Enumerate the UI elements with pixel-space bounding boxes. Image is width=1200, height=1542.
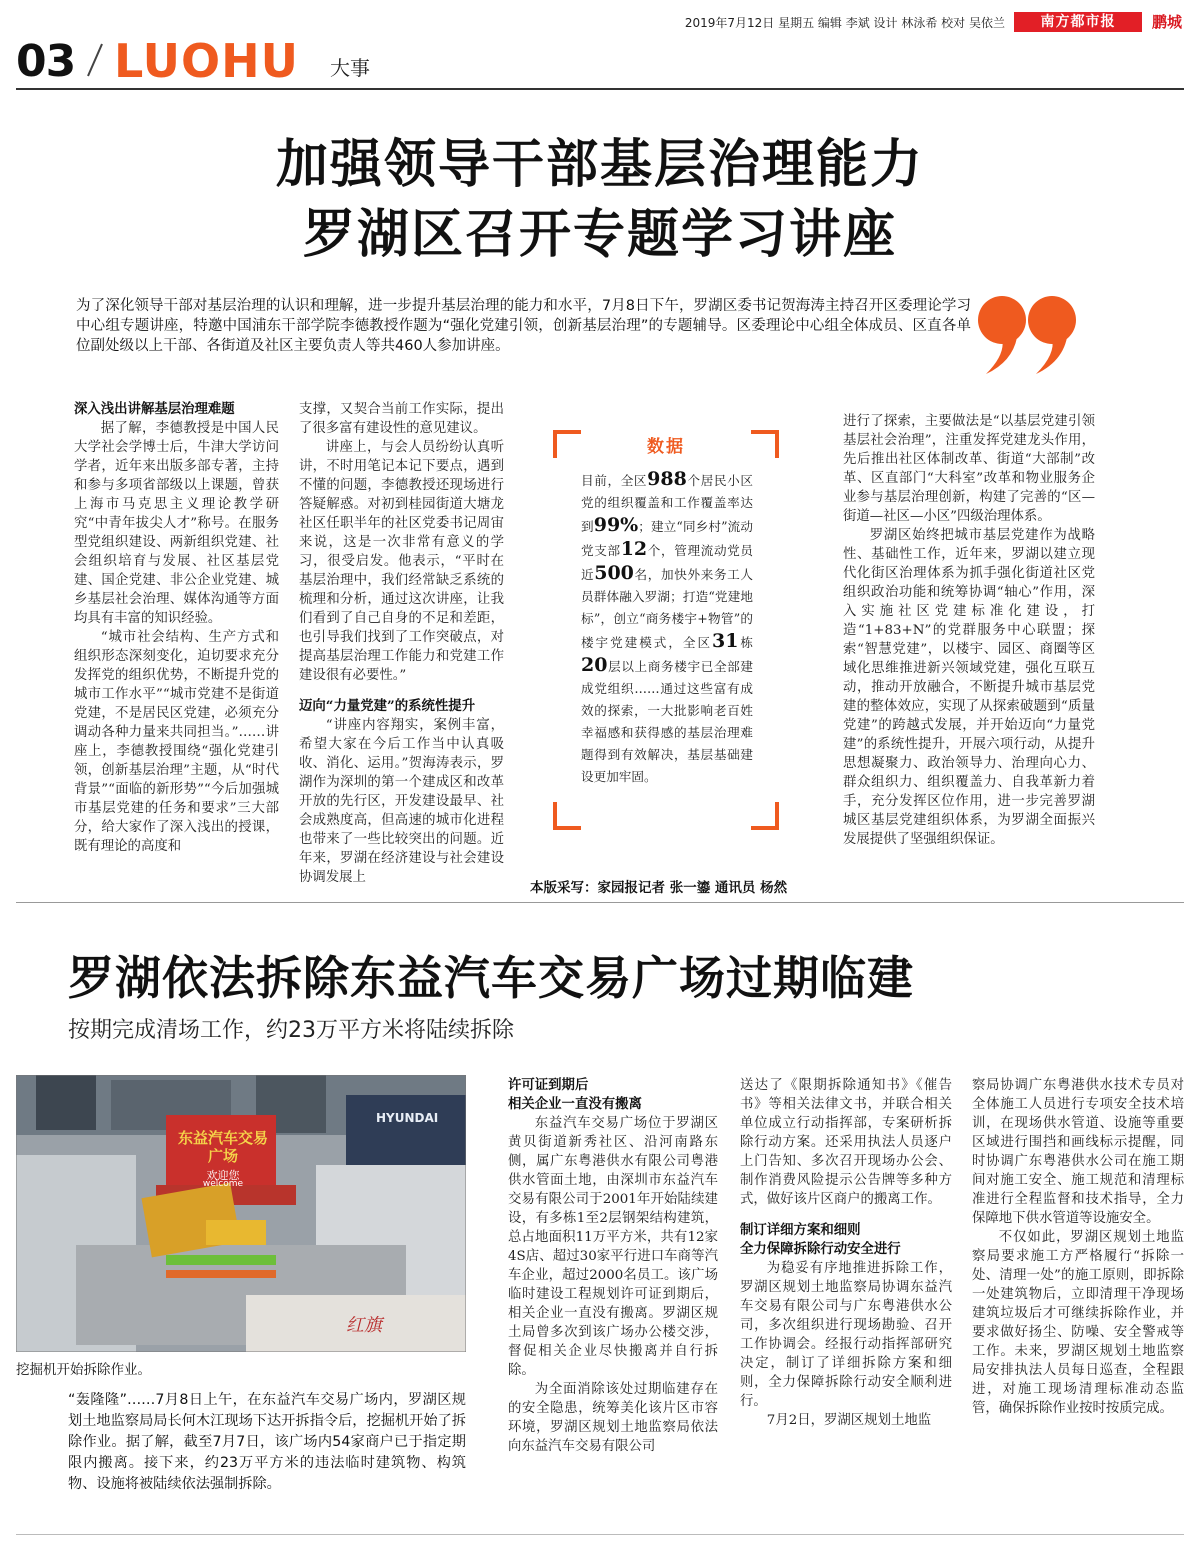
- headline-line2: 罗湖区召开专题学习讲座: [302, 205, 897, 265]
- paragraph: 据了解，李德教授是中国人民大学社会学博士后，牛津大学访问学者，近年来出版多部专著，主持和参与多项省部级以上课题，曾获上海市马克思主义理论教学研究“中青年拔尖人才”称号。在服务型党组织建设、两新组织党建、社会组织培育与发展、社区基层党建、国企党建、非公企业党建、城乡基层社会治理、媒体沟通等方面均具有丰富的知识经验。: [74, 421, 279, 626]
- stat-number: 20: [581, 654, 608, 676]
- photo-sign-text: 东益汽车交易广场: [178, 1129, 269, 1165]
- stat-number: 31: [712, 630, 739, 652]
- paragraph: 东益汽车交易广场位于罗湖区黄贝街道新秀社区、沿河南路东侧，属广东粤港供水有限公司粤港供水管面土地，由深圳市东益汽车交易有限公司于2001年开始陆续建设，有多栋1至2层钢架结构建筑，总占地面积11万平方米，共有12家4S店、超过30家平行进口车商等汽车企业，超过2000名员工。该广场临时建设工程规划许可证到期后，相关企业一直没有搬离。罗湖区规土局曾多次到该广场办公楼交涉，督促相关企业尽快搬离并自行拆除。: [508, 1116, 718, 1378]
- bracket-corner-icon: [751, 802, 779, 830]
- footer-rule: [16, 1534, 1184, 1535]
- text: 个居民小区党的组织覆盖和工作覆盖率达到: [581, 473, 754, 534]
- photo-hongqi-sign: 红旗: [346, 1315, 382, 1336]
- stat-number: 500: [594, 562, 634, 584]
- section-label: 大事: [330, 56, 370, 80]
- text: ；建立“同乡村”流动党支部: [581, 519, 754, 558]
- paragraph: “讲座内容翔实，案例丰富，希望大家在今后工作当中认真吸收、消化、运用。”贺海涛表示，罗湖作为深圳的第一个建成区和改革开放的先行区，开发建设最早、社会成熟度高，但高速的城市化进程也带来了一些比较突出的问题。近年来，罗湖在经济建设与社会建设协调发展上: [299, 718, 504, 885]
- story2-subheadline: 按期完成清场工作，约23万平方米将陆续拆除: [68, 1018, 514, 1043]
- subheading: 深入浅出讲解基层治理难题: [74, 401, 235, 417]
- text: 栋: [738, 635, 754, 650]
- story1-column-4: [843, 412, 1095, 849]
- text: 目前，全区: [581, 473, 648, 488]
- text: 层以上商务楼宇已全部建成党组织……通过这些富有成效的探索，一大批影响老百姓幸福感和获得感的基层治理难题得到有效解决，基层基础建设更加牢固。: [581, 659, 753, 784]
- headline-line1: 加强领导干部基层治理能力: [275, 135, 924, 195]
- stat-number: 988: [647, 468, 687, 490]
- paragraph: 讲座上，与会人员纷纷认真听讲，不时用笔记本记下要点，遇到不懂的问题，李德教授还现场进行答疑解惑。对初到桂园街道大塘龙社区任职半年的社区党委书记周宙来说，这是一次非常有意义的学习，很受启发。他表示，“平时在基层治理中，我们经常缺乏系统的梳理和分析，通过这次讲座，让我们看到了自己自身的不足和差距，也引导我们找到了工作突破点，对提高基层治理工作能力和党建工作建设很有必要性。”: [299, 440, 504, 683]
- story1-lead: 为了深化领导干部对基层治理的认识和理解，进一步提升基层治理的能力和水平，7月8日下午，罗湖区委书记贺海涛主持召开区委理论学习中心组专题讲座，特邀中国浦东干部学院李德教授作题为“强化党建引领，创新基层治理”的专题辅导。区委理论中心组全体成员、区直各单位副处级以上干部、各街道及社区主要负责人等共460人参加讲座。: [76, 298, 971, 354]
- paragraph: 送达了《限期拆除通知书》《催告书》等相关法律文书，并联合相关单位成立行动指挥部，专案研析拆除行动方案。还采用执法人员逐户上门告知、多次召开现场办公会、制作消费风险提示公告牌等多种方式，做好该片区商户的搬离工作。: [740, 1078, 952, 1207]
- text: 个，管理流动党员近: [581, 543, 754, 582]
- story1-column-2: [299, 400, 504, 887]
- paragraph: 察局协调广东粤港供水技术专员对全体施工人员进行专项安全技术培训，在现场供水管道、设施等重要区域进行围挡和画线标示提醒，同时协调广东粤港供水公司在施工期间对施工安全、施工规范和清理标准进行全程监督和技术指导，全力保障地下供水管道等设施安全。: [972, 1078, 1184, 1226]
- subheading: 全力保障拆除行动安全进行: [740, 1241, 901, 1257]
- stat-number: 99%: [593, 514, 639, 536]
- paragraph: 进行了探索，主要做法是“以基层党建引领基层社会治理”，注重发挥党建龙头作用，先后推出社区体制改革、街道“大部制”改革、区直部门“大科室”改革和物业服务企业参与基层治理创新，构建了完善的“区—街道—社区—小区”四级治理体系。: [843, 414, 1095, 524]
- story2-intro: “轰隆隆”……7月8日上午，在东益汽车交易广场内，罗湖区规划土地监察局局长何木江现场下达开拆指令后，挖掘机开始了拆除作业。据了解，截至7月7日，该广场内54家商户已于指定期限内搬离。接下来，约23万平方米的违法临时建筑物、构筑物、设施将被陆续依法强制拆除。: [68, 1392, 466, 1492]
- photo-welcome-text: 欢迎您: [206, 1169, 240, 1182]
- text: 名，加快外来务工人员群体融入罗湖；打造“党建地标”，创立“商务楼宇+物管”的楼宇党建模式，全区: [581, 567, 754, 650]
- page-number: 03: [16, 36, 76, 87]
- byline-credit: 本版采写：家园报记者 张一鎏 通讯员 杨然: [530, 880, 788, 896]
- story2-headline: 罗湖依法拆除东益汽车交易广场过期临建: [68, 951, 914, 1005]
- subheading: 迈向“力量党建”的系统性提升: [299, 698, 476, 714]
- paragraph: 不仅如此，罗湖区规划土地监察局要求施工方严格履行“拆除一处、清理一处”的施工原则，即拆除一处建筑物后，立即清理干净现场建筑垃圾后才可继续拆除作业，并要求做好扬尘、防噪、安全警戒等工作。未来，罗湖区规划土地监察局安排执法人员每日巡查，全程跟进，对施工现场清理标准动态监管，确保拆除作业按时按质完成。: [972, 1230, 1184, 1416]
- paragraph: 为稳妥有序地推进拆除工作，罗湖区规划土地监察局协调东益汽车交易有限公司与广东粤港供水公司，多次组织进行现场勘验、召开工作协调会。经报行动指挥部研究决定，制订了详细拆除方案和细则，全力保障拆除行动安全顺利进行。: [740, 1261, 952, 1409]
- paragraph: 罗湖区始终把城市基层党建作为战略性、基础性工作，近年来，罗湖以建立现代化街区治理体系为抓手强化街道社区党组织政治功能和统筹协调“轴心”作用，深入实施社区党建标准化建设，打造“1+83+N”的党群服务中心联盟；探索“智慧党建”，以楼宇、园区、商圈等区域化思维推进新兴领域党建，强化互联互动，推动开放融合，不断提升城市基层党建的整体效应，实现了从探索破题到“质量党建”的跨越式发展，并开始迈向“力量党建”的系统性提升，开展六项行动，从提升思想凝聚力、政治领导力、治理向心力、群众组织力、组织覆盖力、自我革新力着手，充分发挥区位作用，进一步完善罗湖城区基层党建组织体系，为罗湖全面振兴发展提供了坚强组织保证。: [843, 528, 1095, 847]
- paragraph: 支撑，又契合当前工作实际，提出了很多富有建设性的意见建议。: [299, 402, 504, 436]
- story2-column-1: [508, 1076, 718, 1456]
- paragraph: 为全面消除该处过期临建存在的安全隐患，统筹美化该片区市容环境，罗湖区规划土地监察局依法向东益汽车交易有限公司: [508, 1382, 718, 1454]
- story1-headline: [0, 130, 1200, 270]
- story2-column-2: [740, 1076, 952, 1430]
- subheading: 制订详细方案和细则: [740, 1222, 861, 1238]
- newspaper-logo: 南方都市报: [1014, 12, 1142, 32]
- section-slash-icon: [84, 42, 106, 78]
- data-callout-box: [553, 430, 779, 830]
- quote-mark-icon: [972, 290, 1082, 380]
- edition-logo: 鹏城: [1151, 13, 1182, 31]
- photo-caption: 挖掘机开始拆除作业。: [16, 1362, 151, 1378]
- story-divider: [16, 902, 1184, 903]
- subheading: 相关企业一直没有搬离: [508, 1096, 642, 1112]
- data-box-text: [581, 468, 753, 788]
- data-box-title: 数据: [647, 437, 685, 457]
- paragraph: “城市社会结构、生产方式和组织形态深刻变化，迫切要求充分发挥党的组织优势，不断提升党的城市工作水平”“城市党建不是街道党建，不是居民区党建，必须充分调动各种力量来共同担当。”……讲座上，李德教授围绕“强化党建引领，创新基层治理”主题，从“时代背景”“面临的新形势”“今后加强城市基层党建的任务和要求”三大部分，给大家作了深入浅出的授课，既有理论的高度和: [74, 630, 279, 854]
- story2-column-3: [972, 1076, 1184, 1418]
- demolition-photo: [16, 1075, 466, 1352]
- photo-hyundai-sign: HYUNDAI: [376, 1111, 439, 1125]
- photo-welcome-en-text: welcome: [202, 1179, 244, 1189]
- paragraph: 7月2日，罗湖区规划土地监: [766, 1413, 932, 1428]
- issue-meta: 2019年7月12日 星期五 编辑 李斌 设计 林泳希 校对 吴依兰: [684, 16, 1005, 30]
- header-rule: [16, 88, 1184, 90]
- bracket-corner-icon: [553, 802, 581, 830]
- stat-number: 12: [620, 538, 648, 560]
- subheading: 许可证到期后: [508, 1077, 589, 1093]
- story1-column-1: [74, 400, 279, 856]
- section-name: LUOHU: [114, 34, 299, 88]
